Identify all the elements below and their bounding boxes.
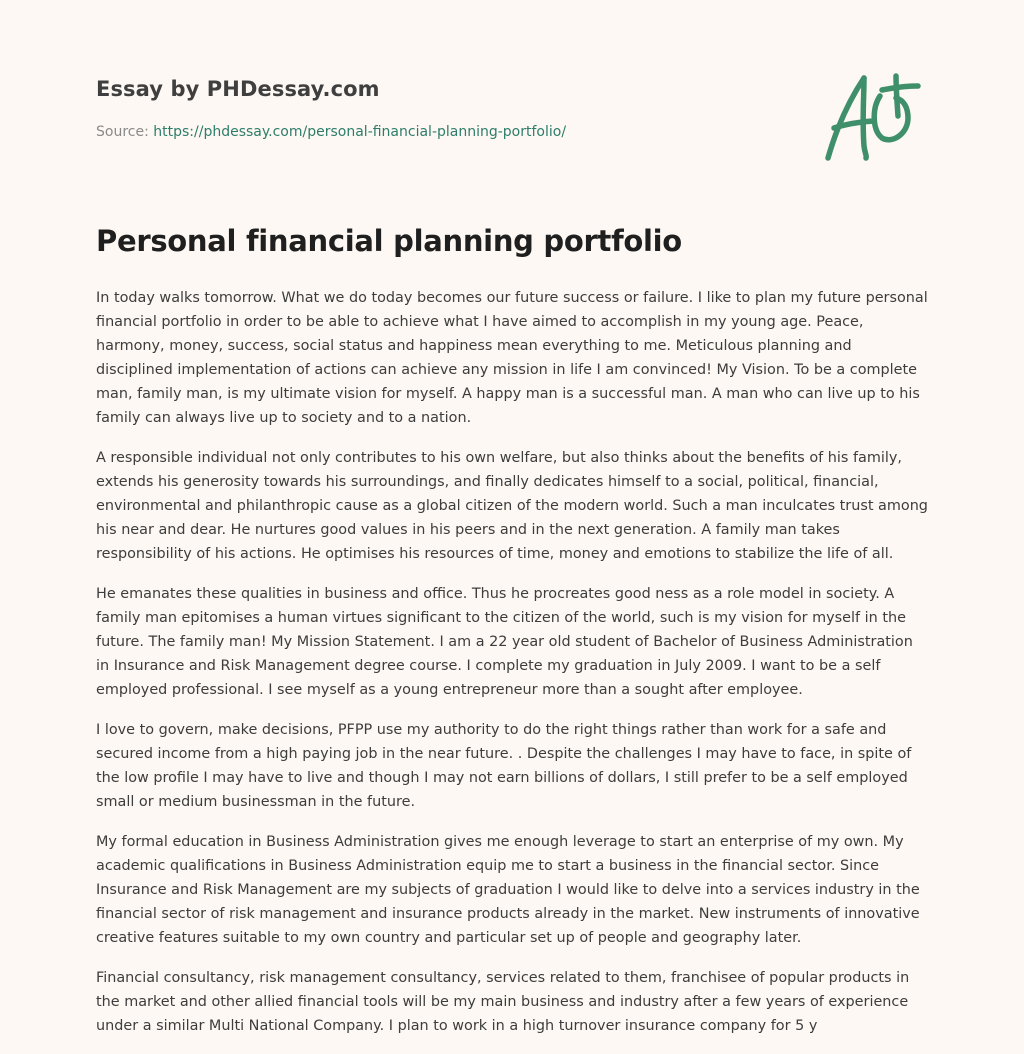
essay-paragraph: In today walks tomorrow. What we do today becomes our future success or failure. I like to plan my future personal financial portfolio in order to be able to achieve what I have aimed to accomplish in my young age. Peace, harmony, money, success, social status and happiness mean everything to me. Meticulous planning and disciplined implementation of actions can achieve any mission in life I am convinced! My Vision. To be a complete man, family man, is my ultimate vision for myself. A happy man is a successful man. A man who can live up to his family can always live up to society and to a nation. — [96, 290, 928, 426]
essay-title: Personal financial planning portfolio — [96, 224, 682, 258]
source-label: Source: — [96, 124, 149, 140]
essay-paragraph: I love to govern, make decisions, PFPP use my authority to do the right things rather than work for a safe and secured income from a high paying job in the near future. . Despite the challenges I may have to face, in spite of the low profile I may have to live and though I may not earn billions of dollars, I still prefer to be a self employed small or medium businessman in the future. — [96, 722, 912, 810]
source-line — [96, 124, 566, 140]
essay-paragraph: My formal education in Business Administration gives me enough leverage to start an enterprise of my own. My academic qualifications in Business Administration equip me to start a business in the financial sector. Since Insurance and Risk Management are my subjects of graduation I would like to delve into a services industry in the financial sector of risk management and insurance products already in the market. New instruments of innovative creative features suitable to my own country and particular set up of people and geography later. — [96, 834, 920, 946]
a-plus-logo-icon — [820, 68, 926, 164]
essay-paragraph: He emanates these qualities in business and office. Thus he procreates good ness as a role model in society. A family man epitomises a human virtues significant to the citizen of the world, such is my vision for myself in the future. The family man! My Mission Statement. I am a 22 year old student of Bachelor of Business Administration in Insurance and Risk Management degree course. I complete my graduation in July 2009. I want to be a self employed professional. I see myself as a young entrepreneur more than a sought after employee. — [96, 586, 913, 698]
site-title: Essay by PHDessay.com — [96, 77, 380, 101]
essay-body — [96, 286, 928, 1054]
source-link[interactable]: https://phdessay.com/personal-financial-planning-portfolio/ — [153, 124, 567, 140]
essay-paragraph: A responsible individual not only contributes to his own welfare, but also thinks about the benefits of his family, extends his generosity towards his surroundings, and finally dedicates himself to a social, political, financial, environmental and philanthropic cause as a global citizen of the modern world. Such a man inculcates trust among his near and dear. He nurtures good values in his peers and in the next generation. A family man takes responsibility of his actions. He optimises his resources of time, money and emotions to stabilize the life of all. — [96, 450, 928, 562]
essay-paragraph: Financial consultancy, risk management consultancy, services related to them, franchisee of popular products in the market and other allied financial tools will be my main business and industry after a few years of experience under a similar Multi National Company. I plan to work in a high turnover insurance company for 5 y — [96, 970, 910, 1034]
